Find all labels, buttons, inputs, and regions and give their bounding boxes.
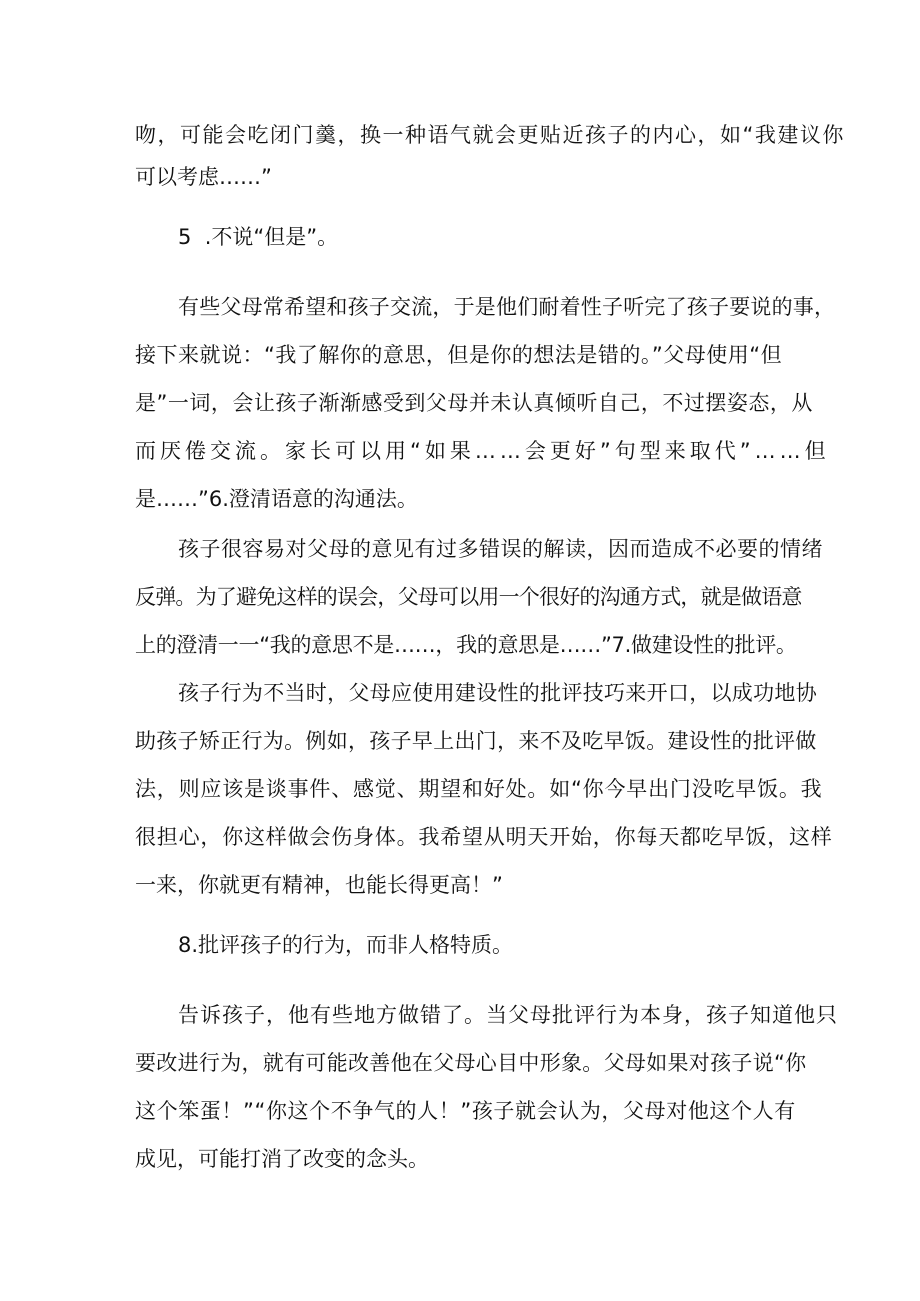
text-line: 接下来就说：“我了解你的意思，但是你的想法是错的。”父母使用“但 [135, 343, 783, 367]
text-line: 是……”6.澄清语意的沟通法。 [135, 487, 418, 511]
text-line: 孩子行为不当时，父母应使用建设性的批评技巧来开口，以成功地协 [178, 681, 817, 705]
text-line: 一来，你就更有精神，也能长得更高！” [135, 873, 503, 897]
section-heading: 5 .不说“但是”。 [178, 225, 339, 249]
text-line: 反弹。为了避免这样的误会，父母可以用一个很好的沟通方式，就是做语意 [135, 585, 802, 609]
text-line: 可以考虑……” [135, 165, 272, 189]
text-line: 而厌倦交流。家长可以用“如果……会更好”句型来取代”……但 [135, 439, 830, 463]
text-line: 法，则应该是谈事件、感觉、期望和好处。如“你今早出门没吃早饭。我 [135, 777, 823, 801]
text-line: 很担心，你这样做会伤身体。我希望从明天开始，你每天都吃早饭，这样 [135, 825, 833, 849]
text-line: 吻，可能会吃闭门羹，换一种语气就会更贴近孩子的内心，如“我建议你 [135, 123, 845, 147]
text-line: 这个笨蛋！”“你这个不争气的人！”孩子就会认为，父母对他这个人有 [135, 1099, 796, 1123]
section-heading: 8.批评孩子的行为，而非人格特质。 [178, 933, 514, 957]
text-line: 成见，可能打消了改变的念头。 [135, 1147, 429, 1171]
text-line: 告诉孩子，他有些地方做错了。当父母批评行为本身，孩子知道他只 [178, 1003, 838, 1027]
text-line: 要改进行为，就有可能改善他在父母心目中形象。父母如果对孩子说“你 [135, 1051, 807, 1075]
text-line: 上的澄清一一“我的意思不是……，我的意思是……”7.做建设性的批评。 [135, 633, 797, 657]
text-line: 孩子很容易对父母的意见有过多错误的解读，因而造成不必要的情绪 [178, 537, 823, 561]
text-line: 有些父母常希望和孩子交流，于是他们耐着性子听完了孩子要说的事， [178, 295, 836, 319]
text-line: 是”一词，会让孩子渐渐感受到父母并未认真倾听自己，不过摆姿态，从 [135, 391, 813, 415]
text-line: 助孩子矫正行为。例如，孩子早上出门，来不及吃早饭。建设性的批评做 [135, 729, 817, 753]
